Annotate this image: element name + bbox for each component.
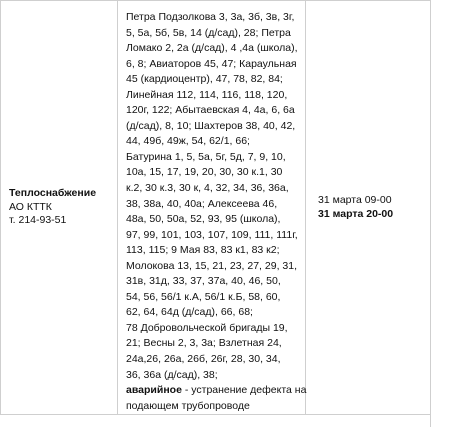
address-line: Петра Подзолкова 3, 3а, 3б, 3в, 3г, xyxy=(126,11,295,23)
emergency-label: аварийное xyxy=(126,384,182,397)
table-right-border xyxy=(430,0,450,427)
emergency-line xyxy=(126,383,307,399)
address-line: 62, 64, 64д (д/сад), 66, 68; xyxy=(126,306,253,319)
service-name: Теплоснабжение xyxy=(9,187,97,200)
service-phone: т. 214-93-51 xyxy=(9,214,67,227)
service-info xyxy=(1,187,117,228)
address-line: (д/сад), 8, 10; Шахтеров 38, 40, 42, xyxy=(126,119,296,132)
address-line: 97, 99, 101, 103, 107, 109, 111, 111г, xyxy=(126,228,298,241)
address-line: 10а, 15, 17, 19, 20, 30, 30 к.1, 30 xyxy=(126,166,283,179)
address-line: 31в, 31д, 33, 37, 37а, 40, 46, 50, xyxy=(126,275,281,288)
address-line: Ломако 2, 2а (д/сад), 4 ,4а (школа), xyxy=(126,42,298,55)
time-end: 31 марта 20-00 xyxy=(318,207,394,220)
address-line: Батурина 1, 5, 5а, 5г, 5д, 7, 9, 10, xyxy=(126,150,286,163)
address-line: 54, 56, 56/1 к.А, 56/1 к.Б, 58, 60, xyxy=(126,290,281,303)
address-line: 38, 38а, 40, 40а; Алексеева 46, xyxy=(126,197,278,210)
service-cell xyxy=(1,1,118,415)
address-line: 113, 115; 9 Мая 83, 83 к1, 83 к2; xyxy=(126,244,280,257)
emergency-line: подающем трубопроводе xyxy=(126,399,250,412)
addresses-cell xyxy=(118,1,306,415)
service-company: АО КТТК xyxy=(9,200,52,213)
address-line: 21; Весны 2, 3, 3а; Взлетная 24, xyxy=(126,337,282,350)
address-line: 78 Добровольческой бригады 19, xyxy=(126,321,288,334)
address-line: Линейная 112, 114, 116, 118, 120, xyxy=(126,88,288,101)
address-line: 45 (кардиоцентр), 47, 78, 82, 84; xyxy=(126,73,283,86)
address-line: Молокова 13, 15, 21, 23, 27, 29, 31, xyxy=(126,259,298,272)
address-line: 5, 5а, 5б, 5в, 14 (д/сад), 28; Петра xyxy=(126,26,291,39)
address-line: к.2, 30 к.3, 30 к, 4, 32, 34, 36, 36а, xyxy=(126,182,289,195)
address-line: 24а,26, 26а, 26б, 26г, 28, 30, 34, xyxy=(126,353,281,366)
emergency-text: - устранение дефекта на xyxy=(181,384,307,397)
address-list xyxy=(118,1,305,414)
address-line: 120г, 122; Абытаевская 4, 4а, 6, 6а xyxy=(126,104,295,117)
time-start: 31 марта 09-00 xyxy=(318,194,392,207)
address-line: 36, 36а (д/сад), 38; xyxy=(126,368,218,381)
address-line: 48а, 50, 50а, 52, 93, 95 (школа), xyxy=(126,213,281,226)
table-row xyxy=(1,1,431,415)
time-range xyxy=(306,194,430,221)
time-cell xyxy=(306,1,431,415)
address-line: 6, 8; Авиаторов 45, 47; Караульная xyxy=(126,57,297,70)
address-line: 44, 49б, 49ж, 54, 62/1, 66; xyxy=(126,135,250,148)
